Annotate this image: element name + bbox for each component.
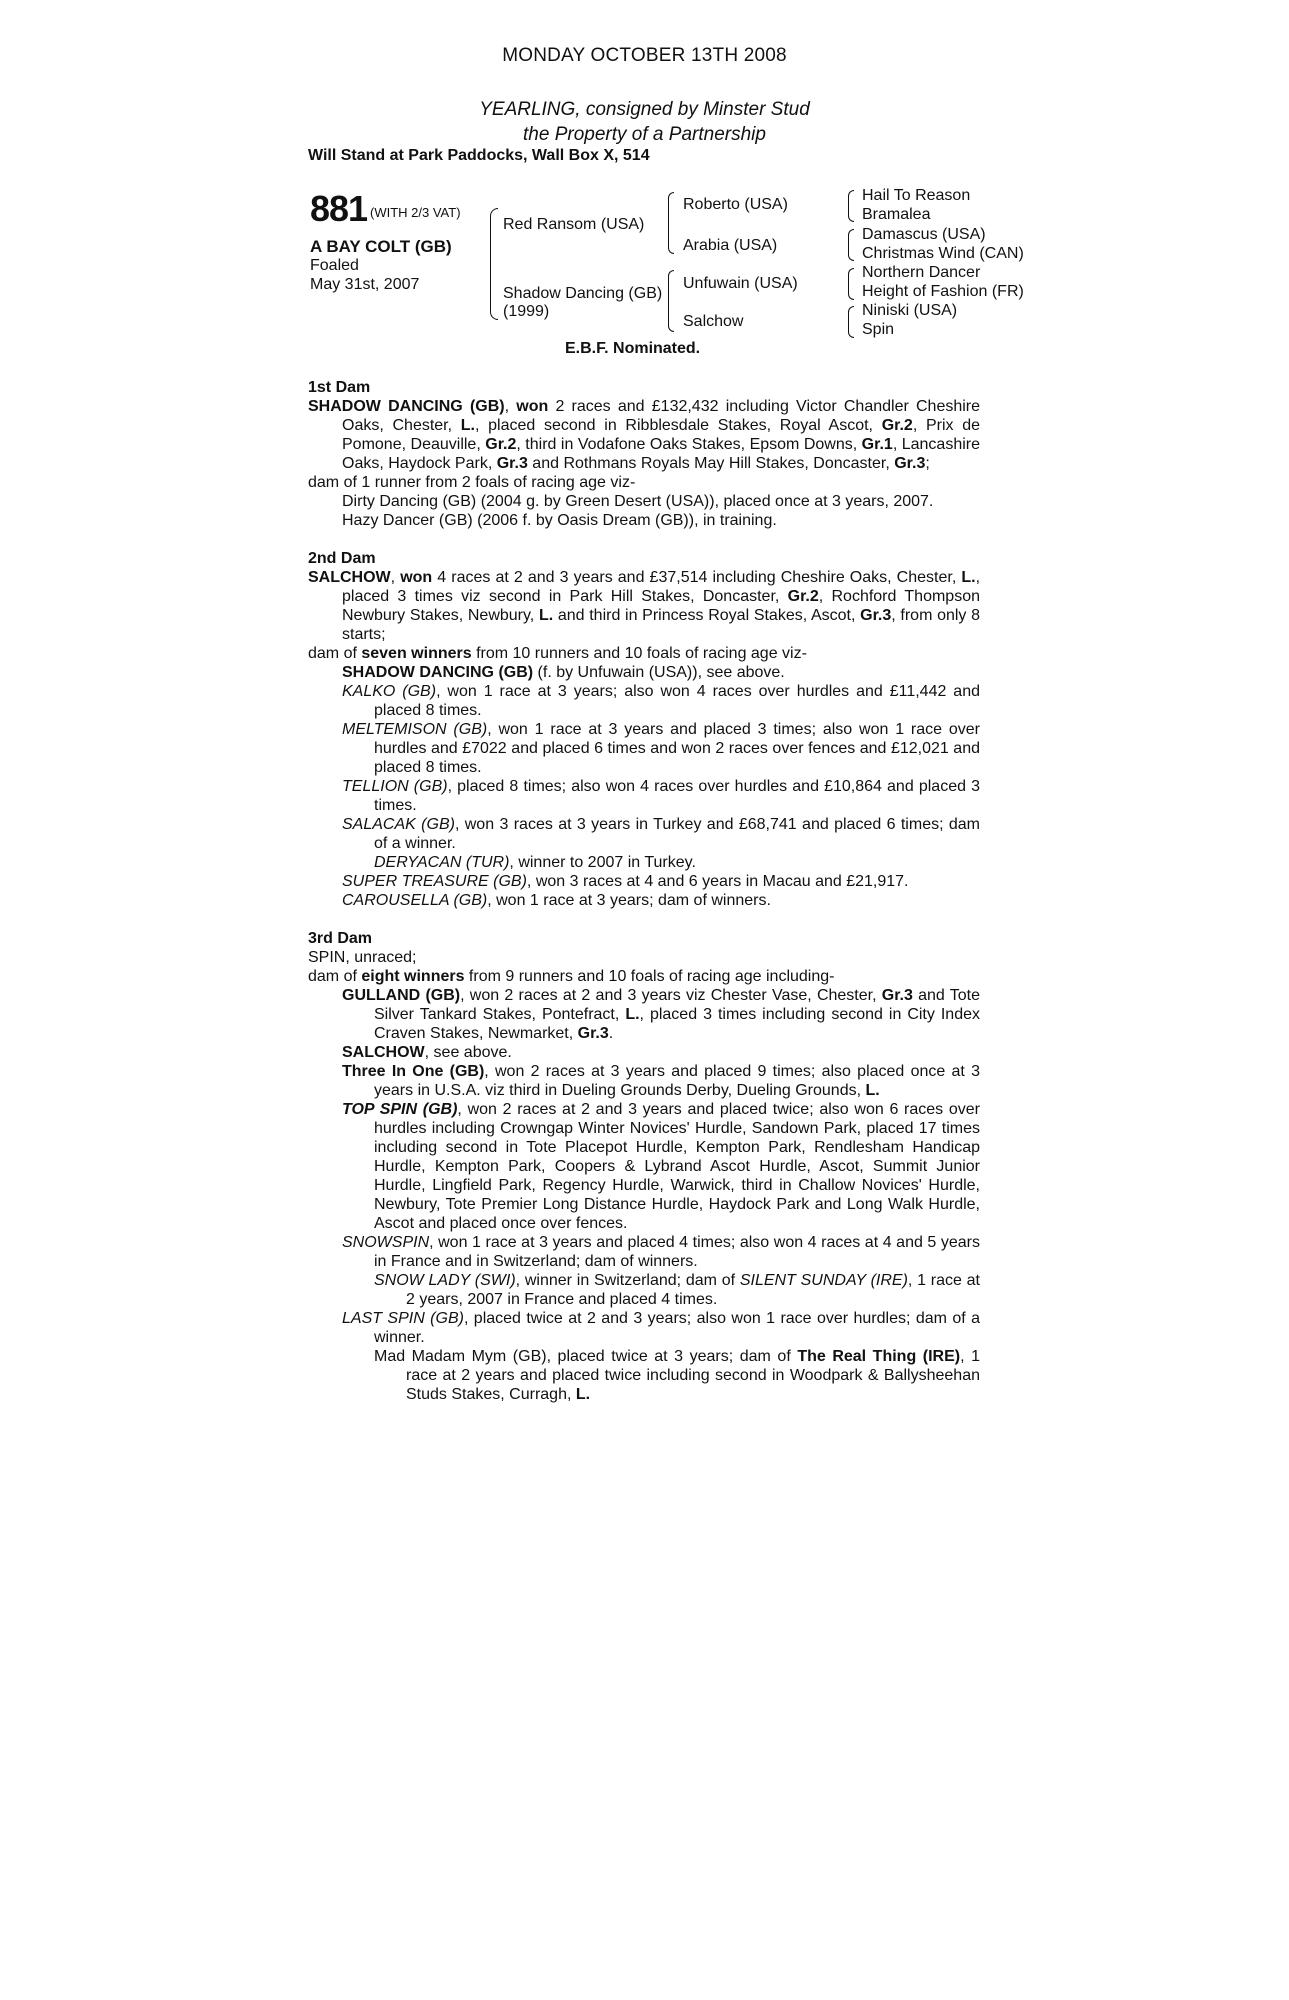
produce-text: , won 3 races at 3 years in Turkey and £68,741 and placed 6 times; dam of a winner.	[374, 816, 981, 852]
produce-entry	[308, 663, 980, 682]
first-dam-text6: and Rothmans Royals May Hill Stakes, Doncaster,	[527, 455, 895, 472]
produce-entry	[308, 1347, 980, 1404]
pedigree-ggs5: Northern Dancer	[862, 264, 981, 281]
grade-label: Gr.2	[485, 436, 517, 453]
first-dam-foal: Hazy Dancer (GB) (2006 f. by Oasis Dream (GB)), in training.	[342, 512, 777, 529]
listed-label: L.	[460, 417, 475, 434]
produce-text: , placed twice at 2 and 3 years; also won 1 race over hurdles; dam of a winner.	[374, 1310, 981, 1346]
winners-count: eight winners	[361, 968, 465, 985]
sale-date: MONDAY OCTOBER 13TH 2008	[502, 45, 787, 66]
produce-name: SNOW LADY (SWI)	[374, 1272, 516, 1289]
produce-name: DERYACAN (TUR)	[374, 854, 510, 871]
produce-entry	[308, 682, 980, 720]
produce-name: LAST SPIN (GB)	[342, 1310, 464, 1327]
produce-name: SUPER TREASURE (GB)	[342, 873, 527, 890]
pedigree-gs3: Unfuwain (USA)	[683, 275, 798, 292]
produce-text: , placed 3 times including second in City Index Craven Stakes, Newmarket,	[374, 1006, 981, 1042]
first-dam-paragraph: SHADOW DANCING (GB), won 2 races and £132,432 including Victor Chandler Cheshire Oaks, Chester, L., placed second in Ribblesdale Stakes, Royal Ascot, Gr.2, Prix de Pomone, Deauville, Gr.2, third in Vodafone Oaks Stakes, Epsom Downs, Gr.1, Lancashire Oaks, Haydock Park, Gr.3 and Rothmans Royals May Hill Stakes, Doncaster, Gr.3;	[308, 398, 981, 472]
third-dam-heading: 3rd Dam	[308, 930, 373, 947]
produce-entry	[308, 891, 980, 910]
second-dam-paragraph: SALCHOW, won 4 races at 2 and 3 years and £37,514 including Cheshire Oaks, Chester, L., placed 3 times viz second in Park Hill Stakes, Doncaster, Gr.2, Rochford Thompson Newbury Stakes, Newbury, L. and third in Princess Royal Stakes, Ascot, Gr.3, from only 8 starts;	[308, 569, 981, 643]
produce-entry	[308, 872, 980, 891]
produce-name: MELTEMISON (GB)	[342, 721, 488, 738]
second-dam-name: SALCHOW	[308, 569, 391, 586]
pedigree-brace-g4	[848, 306, 854, 338]
listed-label: L.	[865, 1082, 880, 1099]
grade-label: Gr.2	[787, 588, 819, 605]
second-dam-text3: , Rochford Thompson Newbury Stakes, Newbury,	[342, 588, 980, 624]
produce-record	[308, 378, 980, 1404]
pedigree-ggs7: Niniski (USA)	[862, 302, 958, 319]
produce-entry	[308, 720, 980, 777]
summary-text: dam of	[308, 645, 362, 662]
won-label: won	[516, 398, 549, 415]
first-dam-text5: , Lancashire Oaks, Haydock Park,	[342, 436, 981, 472]
grade-label: Gr.2	[881, 417, 913, 434]
first-dam-heading: 1st Dam	[308, 379, 371, 396]
pedigree-ggs8: Spin	[862, 321, 895, 338]
consignor-line: YEARLING, consigned by Minster Stud	[479, 99, 810, 120]
lot-vat: (WITH 2/3 VAT)	[370, 205, 461, 220]
produce-entry	[308, 853, 980, 872]
pedigree-dam-year: (1999)	[503, 303, 550, 320]
produce-name: The Real Thing (IRE)	[797, 1348, 961, 1365]
pedigree-ggs1: Hail To Reason	[862, 187, 971, 204]
second-dam-produce-summary	[308, 644, 980, 663]
produce-entry	[308, 815, 980, 853]
pedigree-brace-g3	[848, 268, 854, 300]
pedigree-gs2: Arabia (USA)	[683, 237, 778, 254]
grade-label: Gr.3	[881, 987, 913, 1004]
produce-text: , won 2 races at 2 and 3 years and placed twice; also won 6 races over hurdles including Crowngap Winter Novices' Hurdle, Sandown Park, placed 17 times including second in Tote Placepot Hurdle, Kempton Park, Rendlesham Handicap Hurdle, Kempton Park, Coopers & Lybrand Ascot Hurdle, Ascot, Summit Junior Hurdle, Lingfield Park, Regency Hurdle, Warwick, third in Challow Novices' Hurdle, Newbury, Tote Premier Long Distance Hurdle, Haydock Park and Long Walk Hurdle, Ascot and placed once over fences.	[374, 1101, 981, 1232]
produce-text: Mad Madam Mym (GB), placed twice at 3 years; dam of	[374, 1348, 798, 1365]
produce-text: , won 1 race at 3 years and placed 4 times; also won 4 races at 4 and 5 years in France and in Switzerland; dam of winners.	[374, 1234, 980, 1270]
produce-text: , winner to 2007 in Turkey.	[509, 854, 696, 871]
produce-text: , 1 race at 2 years, 2007 in France and placed 4 times.	[406, 1272, 981, 1308]
summary-text: dam of	[308, 968, 362, 985]
second-dam-text: 4 races at 2 and 3 years and £37,514 including Cheshire Oaks, Chester,	[432, 569, 962, 586]
pedigree-ggs2: Bramalea	[862, 206, 931, 223]
pedigree-gs4: Salchow	[683, 313, 744, 330]
second-dam-text4: and third in Princess Royal Stakes, Ascot,	[553, 607, 861, 624]
produce-text: , 1 race at 2 years and placed twice including second in Woodpark & Ballysheehan Studs Stakes, Curragh,	[406, 1348, 981, 1403]
produce-name: CAROUSELLA (GB)	[342, 892, 488, 909]
grade-label: Gr.3	[894, 455, 926, 472]
summary-text: from 10 runners and 10 foals of racing age viz-	[471, 645, 807, 662]
produce-entry	[308, 1062, 980, 1100]
pedigree-brace-dam	[668, 270, 674, 332]
first-dam-text4: , third in Vodafone Oaks Stakes, Epsom Downs,	[516, 436, 862, 453]
produce-name: SNOWSPIN	[342, 1234, 430, 1251]
produce-entry	[308, 1233, 980, 1271]
listed-label: L.	[961, 569, 976, 586]
third-dam-produce-summary	[308, 967, 980, 986]
second-dam-text5: , from only 8 starts;	[342, 607, 981, 643]
produce-name: SILENT SUNDAY (IRE)	[739, 1272, 908, 1289]
produce-name: TOP SPIN (GB)	[342, 1101, 458, 1118]
first-dam-text: 2 races and £132,432 including Victor Chandler Cheshire Oaks, Chester,	[342, 398, 981, 434]
foaled-label: Foaled	[310, 257, 359, 274]
won-label: won	[400, 569, 433, 586]
produce-text: , placed 8 times; also won 4 races over hurdles and £10,864 and placed 3 times.	[374, 778, 981, 814]
produce-text: , see above.	[424, 1044, 512, 1061]
pedigree-ggs4: Christmas Wind (CAN)	[862, 245, 1024, 262]
third-dam-name: SPIN, unraced;	[308, 949, 417, 966]
produce-entry	[308, 777, 980, 815]
produce-text: , winner in Switzerland; dam of	[515, 1272, 740, 1289]
produce-name: GULLAND (GB)	[342, 987, 461, 1004]
property-line: the Property of a Partnership	[523, 124, 766, 145]
produce-entry	[308, 986, 980, 1043]
produce-name: TELLION (GB)	[342, 778, 448, 795]
lot-number: 881	[310, 188, 368, 229]
first-dam-text3: , Prix de Pomone, Deauville,	[342, 417, 981, 453]
first-dam-foal: Dirty Dancing (GB) (2004 g. by Green Desert (USA)), placed once at 3 years, 2007.	[342, 493, 934, 510]
foaled-date: May 31st, 2007	[310, 276, 420, 293]
produce-text: , won 1 race at 3 years; also won 4 races over hurdles and £11,442 and placed 8 times.	[374, 683, 980, 719]
lot-title: A BAY COLT (GB)	[310, 237, 452, 256]
produce-name: Three In One (GB)	[342, 1063, 485, 1080]
produce-name: SALCHOW	[342, 1044, 425, 1061]
pedigree-brace-sire	[668, 192, 674, 254]
grade-label: Gr.3	[577, 1025, 609, 1042]
second-dam-heading: 2nd Dam	[308, 550, 376, 567]
produce-text: , won 2 races at 3 years and placed 9 times; also placed once at 3 years in U.S.A. viz third in Dueling Grounds Derby, Dueling Grounds,	[374, 1063, 980, 1099]
produce-text: (f. by Unfuwain (USA)), see above.	[533, 664, 785, 681]
first-dam-name: SHADOW DANCING (GB)	[308, 398, 505, 415]
pedigree-ggs6: Height of Fashion (FR)	[862, 283, 1024, 300]
produce-text: and Tote Silver Tankard Stakes, Pontefract,	[374, 987, 981, 1023]
listed-label: L.	[575, 1386, 591, 1403]
produce-name: SHADOW DANCING (GB)	[342, 664, 534, 681]
second-dam-text2: , placed 3 times viz second in Park Hill Stakes, Doncaster,	[342, 569, 981, 605]
produce-entry	[308, 1271, 980, 1309]
produce-text: .	[608, 1025, 614, 1042]
pedigree-dam: Shadow Dancing (GB)	[503, 285, 663, 302]
pedigree-gs1: Roberto (USA)	[683, 196, 788, 213]
grade-label: Gr.3	[860, 607, 892, 624]
listed-label: L.	[625, 1006, 640, 1023]
grade-label: Gr.1	[861, 436, 893, 453]
pedigree-sire: Red Ransom (USA)	[503, 216, 645, 233]
produce-name: SALACAK (GB)	[342, 816, 455, 833]
produce-text: , won 2 races at 2 and 3 years viz Chester Vase, Chester,	[460, 987, 882, 1004]
pedigree-brace-g1	[848, 190, 854, 222]
pedigree-ggs3: Damascus (USA)	[862, 226, 986, 243]
pedigree-brace-main	[490, 208, 498, 320]
first-dam-produce-summary: dam of 1 runner from 2 foals of racing age viz-	[308, 474, 636, 491]
produce-text: , won 3 races at 4 and 6 years in Macau and £21,917.	[526, 873, 909, 890]
listed-label: L.	[538, 607, 554, 624]
stand-line: Will Stand at Park Paddocks, Wall Box X, 514	[308, 147, 650, 164]
produce-name: KALKO (GB)	[342, 683, 437, 700]
produce-text: , won 1 race at 3 years; dam of winners.	[487, 892, 771, 909]
winners-count: seven winners	[361, 645, 472, 662]
pedigree-brace-g2	[848, 229, 854, 261]
produce-entry	[308, 1309, 980, 1347]
grade-label: Gr.3	[496, 455, 528, 472]
produce-entry	[308, 1100, 980, 1233]
produce-entry	[308, 1043, 980, 1062]
summary-text: from 9 runners and 10 foals of racing age including-	[464, 968, 835, 985]
first-dam-text7: ;	[925, 455, 930, 472]
produce-text: , won 1 race at 3 years and placed 3 times; also won 1 race over hurdles and £7022 and placed 6 times and won 2 races over fences and £12,021 and placed 8 times.	[374, 721, 980, 776]
first-dam-text2: , placed second in Ribblesdale Stakes, Royal Ascot,	[475, 417, 882, 434]
ebf-nominated: E.B.F. Nominated.	[565, 340, 701, 357]
